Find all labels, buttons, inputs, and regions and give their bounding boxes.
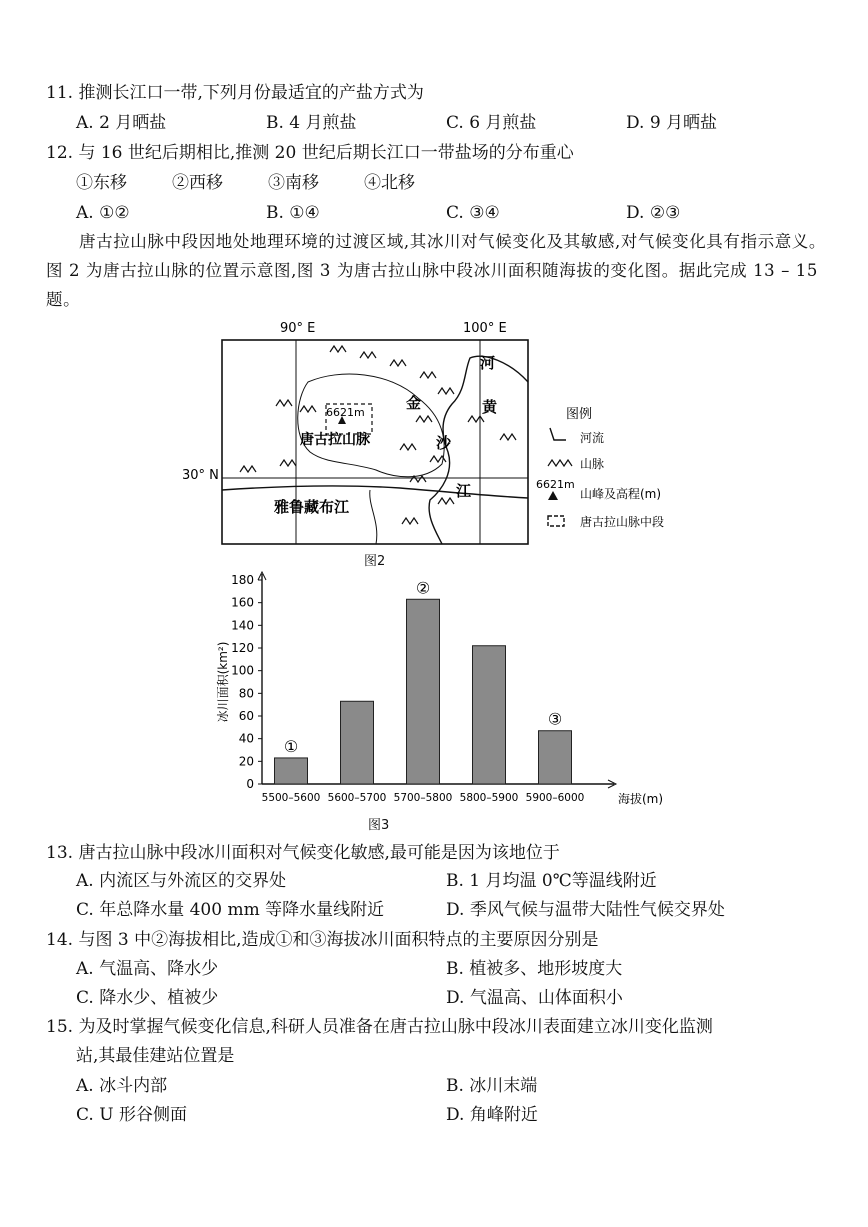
q15-option-a: A. 冰斗内部 xyxy=(76,1076,168,1096)
q13-option-b: B. 1 月均温 0℃等温线附近 xyxy=(446,871,657,891)
q13-option-d: D. 季风气候与温带大陆性气候交界处 xyxy=(446,900,725,920)
q12-choice-2: ②西移 xyxy=(172,173,223,193)
peak-legend-icon xyxy=(548,491,558,500)
lon-label-100: 100° E xyxy=(463,321,507,336)
y-tick-label: 120 xyxy=(231,641,254,655)
q12-choice-4: ④北移 xyxy=(364,173,415,193)
q12-choice-1: ①东移 xyxy=(76,173,127,193)
jin-label: 金 xyxy=(406,394,422,412)
q15-option-b: B. 冰川末端 xyxy=(446,1076,538,1096)
peak-label: 6621m xyxy=(326,406,365,419)
q15-option-d: D. 角峰附近 xyxy=(446,1105,538,1125)
jiang-label: 江 xyxy=(456,482,472,500)
y-tick-label: 0 xyxy=(246,777,254,791)
y-tick-label: 180 xyxy=(231,573,254,587)
q13-stem: 13. 唐古拉山脉中段冰川面积对气候变化敏感,最可能是因为该地位于 xyxy=(46,843,560,863)
legend-peak-label: 6621m xyxy=(536,478,575,491)
bar xyxy=(539,731,572,784)
q14-option-c: C. 降水少、植被少 xyxy=(76,988,219,1008)
q11-option-d: D. 9 月晒盐 xyxy=(626,113,718,133)
bar-mark: ① xyxy=(283,736,299,756)
lon-label-90: 90° E xyxy=(280,321,316,336)
bar xyxy=(275,758,308,784)
q12-option-a: A. ①② xyxy=(76,203,130,223)
yellow-label: 黄 xyxy=(482,398,498,416)
y-tick-label: 140 xyxy=(231,618,254,633)
y-tick-label: 40 xyxy=(238,731,254,746)
bar xyxy=(341,701,374,784)
bar xyxy=(473,646,506,784)
yarlung-label: 雅鲁藏布江 xyxy=(274,498,350,516)
q12-stem: 12. 与 16 世纪后期相比,推测 20 世纪后期长江口一带盐场的分布重心 xyxy=(46,143,574,163)
river-legend-icon xyxy=(550,428,566,440)
q14-option-b: B. 植被多、地形坡度大 xyxy=(446,959,623,979)
fig2-caption: 图2 xyxy=(364,554,386,569)
lat-label-30: 30° N xyxy=(182,468,219,483)
legend-section: 唐古拉山脉中段 xyxy=(580,515,665,529)
x-axis-title: 海拔(m) xyxy=(618,792,664,806)
q11-option-c: C. 6 月煎盐 xyxy=(446,113,537,133)
q12-option-b: B. ①④ xyxy=(266,203,320,223)
q13-option-c: C. 年总降水量 400 mm 等降水量线附近 xyxy=(76,900,385,920)
bar-mark: ③ xyxy=(547,709,563,729)
sha-label: 沙 xyxy=(436,434,452,452)
x-tick-label: 5600–5700 xyxy=(327,792,387,804)
passage: 唐古拉山脉中段因地处地理环境的过渡区域,其冰川对气候变化及其敏感,对气候变化具有指示意义。图 2 为唐古拉山脉的位置示意图,图 3 为唐古拉山脉中段冰川面积随海拔的变化图。据此完成 13 – 15 题。 xyxy=(46,232,826,309)
q15-stem-line2: 站,其最佳建站位置是 xyxy=(76,1046,235,1066)
q14-option-a: A. 气温高、降水少 xyxy=(76,959,219,979)
x-tick-label: 5800–5900 xyxy=(459,792,519,804)
location-map xyxy=(180,312,700,572)
mountain-legend-icon xyxy=(548,460,572,466)
q12-choice-3: ③南移 xyxy=(268,173,319,193)
glacier-area-chart xyxy=(205,570,675,818)
q14-option-d: D. 气温高、山体面积小 xyxy=(446,988,623,1008)
range-label: 唐古拉山脉 xyxy=(300,432,370,448)
y-tick-label: 20 xyxy=(238,754,254,769)
section-legend-icon xyxy=(548,516,564,526)
he-label: 河 xyxy=(480,354,496,372)
y-tick-label: 60 xyxy=(238,709,254,723)
q11-option-b: B. 4 月煎盐 xyxy=(266,113,357,133)
y-tick-label: 100 xyxy=(231,663,254,678)
q11-stem: 11. 推测长江口一带,下列月份最适宜的产盐方式为 xyxy=(46,83,424,103)
q11-option-a: A. 2 月晒盐 xyxy=(76,113,167,133)
bar-mark: ② xyxy=(415,578,431,598)
q15-option-c: C. U 形谷侧面 xyxy=(76,1105,187,1125)
y-axis-title: 冰川面积(km²) xyxy=(216,641,230,723)
x-tick-label: 5500–5600 xyxy=(261,792,321,804)
legend-title: 图例 xyxy=(566,407,593,422)
q14-stem: 14. 与图 3 中②海拔相比,造成①和③海拔冰川面积特点的主要原因分别是 xyxy=(46,930,599,950)
y-tick-label: 160 xyxy=(231,595,254,610)
q12-option-d: D. ②③ xyxy=(626,203,681,223)
x-tick-label: 5900–6000 xyxy=(525,792,585,804)
fig3-caption: 图3 xyxy=(368,818,390,833)
legend-river: 河流 xyxy=(580,431,605,445)
bar xyxy=(407,599,440,784)
legend-peak: 山峰及高程(m) xyxy=(580,487,662,501)
y-tick-label: 80 xyxy=(238,686,254,701)
legend-mountain: 山脉 xyxy=(580,457,605,471)
q15-stem-line1: 15. 为及时掌握气候变化信息,科研人员准备在唐古拉山脉中段冰川表面建立冰川变化监测 xyxy=(46,1017,713,1037)
q12-option-c: C. ③④ xyxy=(446,203,500,223)
q13-option-a: A. 内流区与外流区的交界处 xyxy=(76,871,287,891)
x-tick-label: 5700–5800 xyxy=(393,792,453,804)
